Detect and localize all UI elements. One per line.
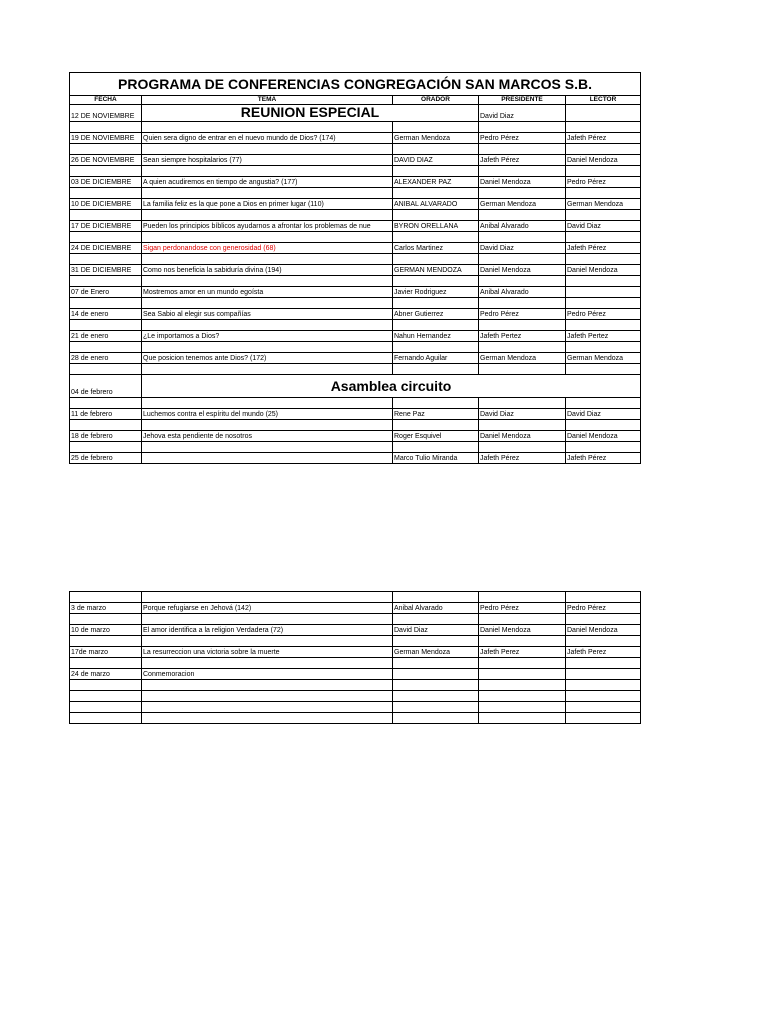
empty-cell	[479, 342, 566, 353]
schedule-table	[69, 72, 641, 464]
cell-lector	[566, 669, 641, 680]
empty-cell	[479, 442, 566, 453]
cell-fecha: 17de marzo	[70, 647, 142, 658]
cell-lector: Jafeth Pertez	[566, 331, 641, 342]
cell-fecha: 14 de enero	[70, 309, 142, 320]
table-row	[70, 353, 641, 364]
spacer-row	[70, 398, 641, 409]
table-row	[70, 409, 641, 420]
spacer-row	[70, 232, 641, 243]
empty-cell	[479, 320, 566, 331]
cell-tema: Pueden los principios bíblicos ayudarnos a afrontar los problemas de nue	[142, 221, 393, 232]
empty-cell	[142, 680, 393, 691]
cell-lector: Daniel Mendoza	[566, 431, 641, 442]
cell-lector: Pedro Pérez	[566, 309, 641, 320]
spacer-row	[70, 680, 641, 691]
empty-cell	[70, 702, 142, 713]
empty-cell	[142, 122, 393, 133]
empty-cell	[566, 188, 641, 199]
empty-cell	[393, 691, 479, 702]
cell-orador: David Diaz	[393, 625, 479, 636]
empty-cell	[393, 398, 479, 409]
empty-cell	[70, 254, 142, 265]
empty-cell	[393, 442, 479, 453]
empty-cell	[479, 364, 566, 375]
cell-fecha: 24 DE DICIEMBRE	[70, 243, 142, 254]
cell-fecha: 11 de febrero	[70, 409, 142, 420]
empty-cell	[70, 122, 142, 133]
empty-cell	[393, 232, 479, 243]
cell-orador: Rene Paz	[393, 409, 479, 420]
empty-cell	[479, 398, 566, 409]
empty-cell	[566, 254, 641, 265]
cell-presidente: Jafeth Pertez	[479, 331, 566, 342]
table-row	[70, 431, 641, 442]
empty-cell	[479, 188, 566, 199]
empty-cell	[566, 144, 641, 155]
cell-lector: Daniel Mendoza	[566, 625, 641, 636]
empty-cell	[566, 364, 641, 375]
cell-fecha: 24 de marzo	[70, 669, 142, 680]
empty-cell	[142, 298, 393, 309]
cell-lector	[566, 287, 641, 298]
spacer-row	[70, 122, 641, 133]
cell-fecha: 3 de marzo	[70, 603, 142, 614]
empty-cell	[70, 592, 142, 603]
cell-tema: Luchemos contra el espíritu del mundo (25)	[142, 409, 393, 420]
special-asamblea-label: Asamblea circuito	[142, 375, 641, 398]
empty-cell	[479, 122, 566, 133]
cell-tema: La resurreccion una victoria sobre la muerte	[142, 647, 393, 658]
cell-lector: German Mendoza	[566, 199, 641, 210]
spacer-row	[70, 276, 641, 287]
table-row	[70, 105, 641, 122]
spacer-row	[70, 614, 641, 625]
empty-cell	[393, 658, 479, 669]
table-row	[70, 177, 641, 188]
cell-tema	[142, 453, 393, 464]
empty-cell	[70, 232, 142, 243]
empty-cell	[142, 713, 393, 724]
cell-tema: ¿Le importamos a Dios?	[142, 331, 393, 342]
empty-cell	[393, 420, 479, 431]
empty-cell	[70, 713, 142, 724]
table-row	[70, 647, 641, 658]
empty-cell	[142, 420, 393, 431]
cell-lector: David Diaz	[566, 409, 641, 420]
empty-cell	[566, 298, 641, 309]
empty-cell	[393, 298, 479, 309]
spacer-row	[70, 166, 641, 177]
empty-cell	[479, 232, 566, 243]
cell-orador: Nahun Hernandez	[393, 331, 479, 342]
empty-cell	[393, 254, 479, 265]
cell-tema: Quien sera digno de entrar en el nuevo mundo de Dios? (174)	[142, 133, 393, 144]
empty-cell	[70, 210, 142, 221]
empty-cell	[566, 442, 641, 453]
cell-presidente: Anibal Alvarado	[479, 221, 566, 232]
spacer-row	[70, 210, 641, 221]
cell-lector: Jafeth Perez	[566, 647, 641, 658]
empty-cell	[393, 680, 479, 691]
spacer-row	[70, 636, 641, 647]
cell-presidente: Pedro Pérez	[479, 133, 566, 144]
spacer-row	[70, 254, 641, 265]
empty-cell	[70, 320, 142, 331]
cell-orador: BYRON ORELLANA	[393, 221, 479, 232]
spacer-row	[70, 188, 641, 199]
empty-cell	[479, 658, 566, 669]
empty-cell	[479, 254, 566, 265]
empty-cell	[70, 276, 142, 287]
empty-cell	[393, 320, 479, 331]
empty-cell	[70, 298, 142, 309]
spacer-row	[70, 691, 641, 702]
header-presidente: PRESIDENTE	[479, 96, 566, 105]
cell-lector: Jafeth Pérez	[566, 453, 641, 464]
empty-cell	[70, 364, 142, 375]
cell-presidente: Daniel Mendoza	[479, 625, 566, 636]
spacer-row	[70, 144, 641, 155]
cell-orador: Roger Esquivel	[393, 431, 479, 442]
cell-fecha: 19 DE NOVIEMBRE	[70, 133, 142, 144]
empty-cell	[566, 636, 641, 647]
empty-cell	[566, 691, 641, 702]
empty-cell	[566, 276, 641, 287]
empty-cell	[479, 592, 566, 603]
empty-cell	[566, 702, 641, 713]
empty-cell	[479, 298, 566, 309]
spacer-row	[70, 713, 641, 724]
cell-lector	[566, 105, 641, 122]
cell-orador	[393, 669, 479, 680]
spacer-row	[70, 592, 641, 603]
empty-cell	[70, 166, 142, 177]
cell-orador: Marco Tulio Miranda	[393, 453, 479, 464]
empty-cell	[393, 592, 479, 603]
cell-fecha: 12 DE NOVIEMBRE	[70, 105, 142, 122]
spacer-row	[70, 420, 641, 431]
empty-cell	[479, 680, 566, 691]
cell-lector: Pedro Pérez	[566, 603, 641, 614]
spacer-row	[70, 658, 641, 669]
table-row	[70, 221, 641, 232]
empty-cell	[393, 342, 479, 353]
empty-cell	[70, 614, 142, 625]
cell-lector: Daniel Mendoza	[566, 155, 641, 166]
cell-presidente	[479, 669, 566, 680]
cell-orador: Fernando Aguilar	[393, 353, 479, 364]
cell-tema: Como nos beneficia la sabiduría divina (194)	[142, 265, 393, 276]
empty-cell	[479, 691, 566, 702]
empty-cell	[142, 658, 393, 669]
empty-cell	[142, 188, 393, 199]
spacer-row	[70, 702, 641, 713]
empty-cell	[479, 210, 566, 221]
empty-cell	[142, 636, 393, 647]
header-row	[70, 96, 641, 105]
table-row	[70, 603, 641, 614]
table-row	[70, 287, 641, 298]
cell-fecha: 07 de Enero	[70, 287, 142, 298]
cell-orador: Anibal Alvarado	[393, 603, 479, 614]
spacer-row	[70, 442, 641, 453]
march-table	[69, 591, 641, 724]
empty-cell	[70, 342, 142, 353]
empty-cell	[479, 636, 566, 647]
empty-cell	[142, 614, 393, 625]
cell-fecha: 26 DE NOVIEMBRE	[70, 155, 142, 166]
table-row	[70, 133, 641, 144]
cell-tema: La familia feliz es la que pone a Dios en primer lugar (110)	[142, 199, 393, 210]
empty-cell	[142, 364, 393, 375]
table-row	[70, 265, 641, 276]
empty-cell	[566, 658, 641, 669]
spacer-row	[70, 342, 641, 353]
cell-presidente: Pedro Pérez	[479, 603, 566, 614]
cell-tema: Mostremos amor en un mundo egoísta	[142, 287, 393, 298]
empty-cell	[566, 210, 641, 221]
empty-cell	[393, 614, 479, 625]
table-row	[70, 199, 641, 210]
cell-fecha: 03 DE DICIEMBRE	[70, 177, 142, 188]
empty-cell	[70, 144, 142, 155]
table-row	[70, 243, 641, 254]
cell-orador: German Mendoza	[393, 133, 479, 144]
header-lector: LECTOR	[566, 96, 641, 105]
empty-cell	[393, 122, 479, 133]
empty-cell	[566, 614, 641, 625]
cell-tema: El amor identifica a la religion Verdadera (72)	[142, 625, 393, 636]
empty-cell	[479, 713, 566, 724]
empty-cell	[566, 680, 641, 691]
cell-orador: Javier Rodriguez	[393, 287, 479, 298]
empty-cell	[393, 210, 479, 221]
empty-cell	[393, 276, 479, 287]
table-row	[70, 331, 641, 342]
table-row	[70, 625, 641, 636]
cell-fecha: 04 de febrero	[70, 375, 142, 398]
empty-cell	[393, 144, 479, 155]
empty-cell	[70, 680, 142, 691]
cell-lector: Jafeth Pérez	[566, 133, 641, 144]
cell-tema: Sea Sabio al elegir sus compañías	[142, 309, 393, 320]
special-reunion-label: REUNION ESPECIAL	[142, 105, 479, 122]
cell-presidente: Daniel Mendoza	[479, 177, 566, 188]
cell-presidente: Jafeth Perez	[479, 647, 566, 658]
cell-orador: DAVID DIAZ	[393, 155, 479, 166]
table-row	[70, 453, 641, 464]
empty-cell	[566, 166, 641, 177]
spacer-row	[70, 320, 641, 331]
cell-lector: Jafeth Pérez	[566, 243, 641, 254]
cell-presidente: Daniel Mendoza	[479, 265, 566, 276]
cell-tema: Sigan perdonandose con generosidad (68)	[142, 243, 393, 254]
cell-lector: Pedro Pérez	[566, 177, 641, 188]
empty-cell	[142, 166, 393, 177]
empty-cell	[566, 320, 641, 331]
empty-cell	[566, 592, 641, 603]
empty-cell	[142, 691, 393, 702]
empty-cell	[479, 420, 566, 431]
table-row	[70, 309, 641, 320]
header-fecha: FECHA	[70, 96, 142, 105]
empty-cell	[142, 276, 393, 287]
cell-presidente: German Mendoza	[479, 199, 566, 210]
empty-cell	[393, 188, 479, 199]
empty-cell	[566, 713, 641, 724]
empty-cell	[393, 702, 479, 713]
cell-fecha: 21 de enero	[70, 331, 142, 342]
empty-cell	[142, 320, 393, 331]
empty-cell	[479, 166, 566, 177]
cell-orador: German Mendoza	[393, 647, 479, 658]
schedule-title: PROGRAMA DE CONFERENCIAS CONGREGACIÓN SAN MARCOS S.B.	[70, 73, 641, 96]
cell-fecha: 25 de febrero	[70, 453, 142, 464]
empty-cell	[142, 592, 393, 603]
cell-presidente: David Diaz	[479, 409, 566, 420]
cell-fecha: 10 DE DICIEMBRE	[70, 199, 142, 210]
empty-cell	[142, 442, 393, 453]
cell-lector: David Diaz	[566, 221, 641, 232]
cell-tema: Jehova esta pendiente de nosotros	[142, 431, 393, 442]
empty-cell	[70, 658, 142, 669]
empty-cell	[142, 254, 393, 265]
cell-orador: ALEXANDER PAZ	[393, 177, 479, 188]
cell-tema: A quien acudiremos en tiempo de angustia? (177)	[142, 177, 393, 188]
empty-cell	[70, 691, 142, 702]
empty-cell	[479, 276, 566, 287]
empty-cell	[70, 188, 142, 199]
empty-cell	[142, 144, 393, 155]
cell-presidente: Pedro Pérez	[479, 309, 566, 320]
cell-presidente: David Diaz	[479, 105, 566, 122]
empty-cell	[566, 122, 641, 133]
cell-tema: Que posicion tenemos ante Dios? (172)	[142, 353, 393, 364]
cell-lector: German Mendoza	[566, 353, 641, 364]
spacer-row	[70, 364, 641, 375]
cell-tema: Porque refugiarse en Jehová (142)	[142, 603, 393, 614]
cell-presidente: David Diaz	[479, 243, 566, 254]
cell-orador: Carlos Martinez	[393, 243, 479, 254]
cell-orador: GERMAN MENDOZA	[393, 265, 479, 276]
empty-cell	[70, 442, 142, 453]
cell-fecha: 18 de febrero	[70, 431, 142, 442]
cell-orador: ANIBAL ALVARADO	[393, 199, 479, 210]
header-tema: TEMA	[142, 96, 393, 105]
empty-cell	[479, 614, 566, 625]
empty-cell	[393, 166, 479, 177]
cell-fecha: 28 de enero	[70, 353, 142, 364]
empty-cell	[70, 636, 142, 647]
cell-fecha: 31 DE DICIEMBRE	[70, 265, 142, 276]
empty-cell	[566, 398, 641, 409]
cell-fecha: 17 DE DICIEMBRE	[70, 221, 142, 232]
cell-lector: Daniel Mendoza	[566, 265, 641, 276]
table-row	[70, 155, 641, 166]
cell-orador: Abner Gutierrez	[393, 309, 479, 320]
empty-cell	[142, 342, 393, 353]
cell-presidente: Jafeth Pérez	[479, 155, 566, 166]
cell-presidente: German Mendoza	[479, 353, 566, 364]
empty-cell	[70, 420, 142, 431]
empty-cell	[566, 342, 641, 353]
empty-cell	[393, 636, 479, 647]
table-row	[70, 375, 641, 398]
empty-cell	[142, 398, 393, 409]
empty-cell	[479, 144, 566, 155]
cell-presidente: Anibal Alvarado	[479, 287, 566, 298]
cell-tema: Conmemoracion	[142, 669, 393, 680]
cell-fecha: 10 de marzo	[70, 625, 142, 636]
empty-cell	[142, 232, 393, 243]
empty-cell	[142, 702, 393, 713]
empty-cell	[479, 702, 566, 713]
empty-cell	[566, 420, 641, 431]
table-row	[70, 669, 641, 680]
empty-cell	[70, 398, 142, 409]
cell-presidente: Jafeth Pérez	[479, 453, 566, 464]
empty-cell	[393, 364, 479, 375]
empty-cell	[142, 210, 393, 221]
spacer-row	[70, 298, 641, 309]
cell-presidente: Daniel Mendoza	[479, 431, 566, 442]
empty-cell	[393, 713, 479, 724]
header-orador: ORADOR	[393, 96, 479, 105]
cell-tema: Sean siempre hospitalarios (77)	[142, 155, 393, 166]
empty-cell	[566, 232, 641, 243]
